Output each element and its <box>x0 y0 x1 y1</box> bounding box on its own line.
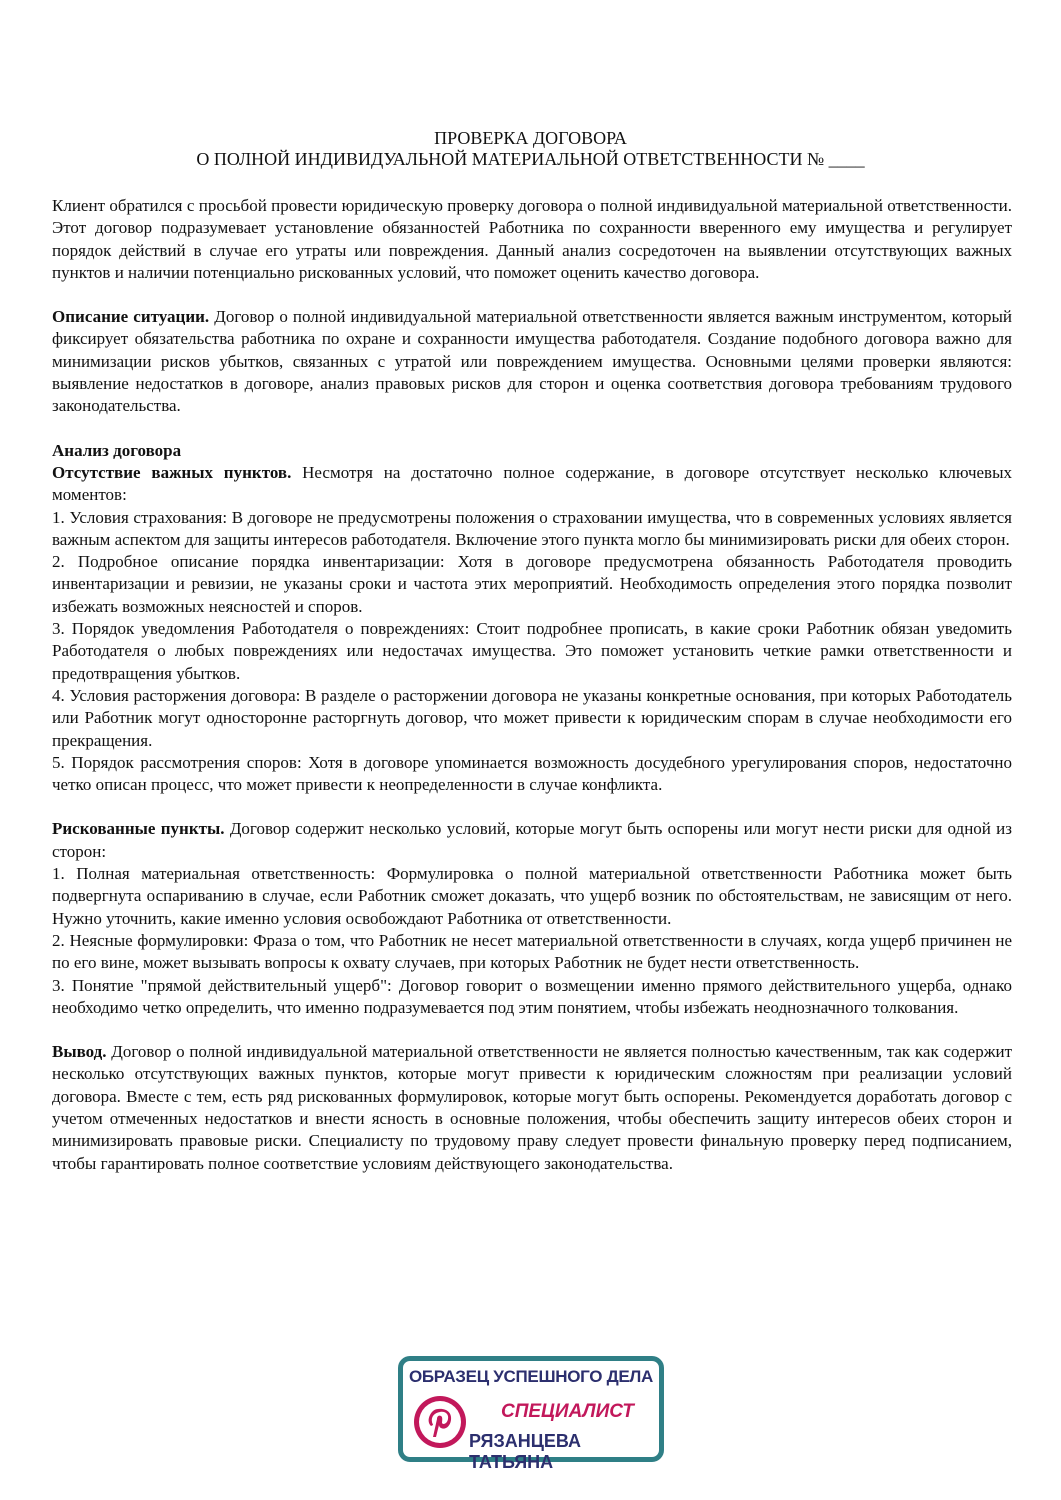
risky-item-3: 3. Понятие "прямой действительный ущерб": Договор говорит о возмещении именно прямого действительного ущерба, однако необходимо четко определить, что именно подразумевается под этим понятием, чтобы избежать неоднозначного толкования. <box>52 975 1012 1017</box>
missing-item-2: 2. Подробное описание порядка инвентаризации: Хотя в договоре предусмотрена обязанность Работодателя проводить инвентаризации и ревизии, не указаны сроки и частота этих мероприятий. Необходимость определения этого порядка позволит избежать возможных неясностей и споров. <box>52 552 1012 616</box>
missing-label: Отсутствие важных пунктов. <box>52 462 292 482</box>
situation-label: Описание ситуации. <box>52 307 210 327</box>
conclusion-text: Договор о полной индивидуальной материальной ответственности не является полностью качественным, так как содержит несколько отсутствующих важных пунктов, которые могут привести к юридическим сложностям при реализации условий договора. Вместе с тем, есть ряд рискованных формулировок, которые могут быть оспорены. Рекомендуется доработать договор с учетом отмеченных недостатков и внести ясность в основные положения, чтобы обеспечить защиту интересов обеих сторон и минимизировать правовые риски. Специалисту по трудовому праву следует провести финальную проверку перед подписанием, чтобы гарантировать полное соответствие условиям действующего законодательства. <box>52 1042 1012 1173</box>
risky-item-1: 1. Полная материальная ответственность: Формулировка о полной материальной ответственности Работника может быть подвергнута оспариванию в случае, если Работник сможет доказать, что ущерб возник по обстоятельствам, не зависящим от него. Нужно уточнить, какие именно условия освобождают Работника от ответственности. <box>52 864 1012 928</box>
document-title <box>0 128 1061 170</box>
risky-label: Рискованные пункты. <box>52 819 225 839</box>
sample-stamp <box>398 1356 664 1472</box>
conclusion-paragraph <box>52 1041 1012 1175</box>
missing-item-1: 1. Условия страхования: В договоре не предусмотрены положения о страховании имущества, что в современных условиях является важным аспектом для защиты интересов работодателя. Включение этого пункта могло бы минимизировать риски для обеих сторон. <box>52 507 1012 549</box>
pinterest-icon <box>413 1395 467 1449</box>
intro-paragraph: Клиент обратился с просьбой провести юридическую проверку договора о полной индивидуальной материальной ответственности. Этот договор подразумевает установление обязанностей Работника по сохранности вверенного ему имущества и регулирует порядок действий в случае его утраты или повреждения. Данный анализ сосредоточен на выявлении отсутствующих важных пунктов и наличии потенциально рискованных условий, что поможет оценить качество договора. <box>52 196 1012 282</box>
risky-text: Договор содержит несколько условий, которые могут быть оспорены или могут нести риски для одной из сторон: <box>52 819 1012 861</box>
risky-item-2: 2. Неясные формулировки: Фраза о том, что Работник не несет материальной ответственности в случаях, когда ущерб причинен не по его вине, может вызывать вопросы к охвату случаев, при которых Работник не будет нести ответственность. <box>52 930 1012 973</box>
document-body <box>52 195 1012 1175</box>
analysis-heading: Анализ договора <box>52 440 182 460</box>
stamp-line-1: ОБРАЗЕЦ УСПЕШНОГО ДЕЛА <box>408 1367 654 1386</box>
conclusion-label: Вывод. <box>52 1042 107 1062</box>
stamp-line-3: РЯЗАНЦЕВА ТАТЬЯНА <box>469 1431 582 1472</box>
situation-paragraph <box>52 306 1012 417</box>
missing-item-5: 5. Порядок рассмотрения споров: Хотя в договоре упоминается возможность досудебного урегулирования споров, недостаточно четко описан процесс, что может привести к неопределенности в случае конфликта. <box>52 752 1012 795</box>
missing-paragraph <box>52 462 1012 507</box>
title-line-1: ПРОВЕРКА ДОГОВОРА <box>434 128 627 148</box>
risky-paragraph <box>52 818 1012 863</box>
missing-item-3: 3. Порядок уведомления Работодателя о повреждениях: Стоит подробнее прописать, в какие сроки Работник обязан уведомить Работодателя о любых повреждениях или недостачах имущества. Это поможет установить четкие рамки ответственности и предотвращения убытков. <box>52 619 1012 683</box>
stamp-line-2: СПЕЦИАЛИСТ <box>501 1401 634 1422</box>
missing-text: Несмотря на достаточно полное содержание, в договоре отсутствует несколько ключевых моментов: <box>52 462 1012 505</box>
title-line-2: О ПОЛНОЙ ИНДИВИДУАЛЬНОЙ МАТЕРИАЛЬНОЙ ОТВЕТСТВЕННОСТИ № ____ <box>196 149 865 169</box>
situation-text: Договор о полной индивидуальной материальной ответственности является важным инструментом, который фиксирует обязательства работника по охране и сохранности имущества работодателя. Создание подобного договора важно для минимизации рисков убытков, связанных с утратой или повреждением имущества. Основными целями проверки являются: выявление недостатков в договоре, анализ правовых рисков для сторон и оценка соответствия договора требованиям трудового законодательства. <box>52 307 1012 416</box>
missing-item-4: 4. Условия расторжения договора: В разделе о расторжении договора не указаны конкретные основания, при которых Работодатель или Работник могут односторонне расторгнуть договор, что может привести к юридическим спорам в случае необходимости его прекращения. <box>52 685 1012 750</box>
